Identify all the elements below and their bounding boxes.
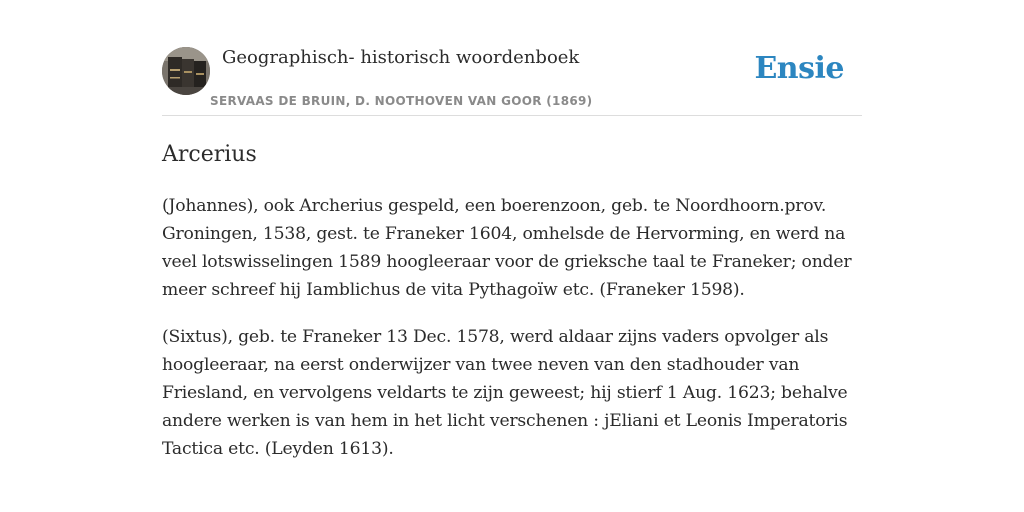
entry-paragraph: (Sixtus), geb. te Franeker 13 Dec. 1578, werd aldaar zijns vaders opvolger als hoogleeraar, na eerst onderwijzer van twee neven van den stadhouder van Friesland, en vervolgens veldarts te zijn geweest; hij stierf 1 Aug. 1623; behalve andere werken is van hem in het licht verschenen : jEliani et Leonis Imperatoris Tactica etc. (Leyden 1613).: [162, 327, 848, 459]
book-title[interactable]: Geographisch- historisch woordenboek: [222, 47, 580, 68]
entry-title: Arcerius: [162, 142, 257, 167]
header: [162, 0, 862, 116]
page: [162, 0, 862, 512]
entry-paragraph: (Johannes), ook Archerius gespeld, een boerenzoon, geb. te Noordhoorn.prov. Groningen, 1538, gest. te Franeker 1604, omhelsde de Hervorming, en werd na veel lotswisselingen 1589 hoogleeraar voor de grieksche taal te Franeker; onder meer schreef hij Iamblichus de vita Pythagoïw etc. (Franeker 1598).: [162, 196, 852, 300]
ensie-logo-link[interactable]: Ensie: [754, 51, 844, 86]
book-cover-icon[interactable]: [162, 47, 210, 95]
book-author-year: SERVAAS DE BRUIN, D. NOOTHOVEN VAN GOOR (1869): [210, 94, 593, 108]
entry-body: [162, 192, 862, 482]
